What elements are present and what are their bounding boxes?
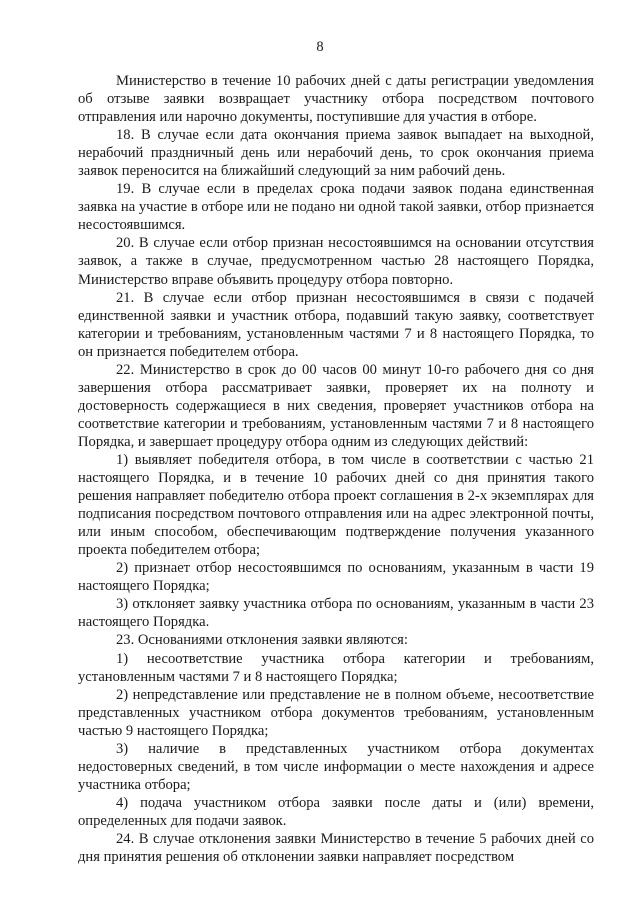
paragraph: 20. В случае если отбор признан несостоявшимся на основании отсутствия заявок, а также в случае, предусмотренном частью 28 настоящего Порядка, Министерство вправе объявить процедуру отбора повторно.	[78, 235, 594, 288]
list-item: 3) наличие в представленных участником отбора документах недостоверных сведений, в том числе информации о месте нахождения и адресе участника отбора;	[78, 740, 594, 793]
paragraph: Министерство в течение 10 рабочих дней с даты регистрации уведомления об отзыве заявки возвращает участнику отбора посредством почтового отправления или нарочно документы, поступившие для участия в отборе.	[78, 73, 594, 126]
paragraph: 22. Министерство в срок до 00 часов 00 минут 10-го рабочего дня со дня завершения отбора рассматривает заявки, проверяет их на полноту и достоверность содержащиеся в них сведения, проверяет участников отбора на соответствие категории и требованиям, установленным частями 7 и 8 настоящего Порядка, и завершает процедуру отбора одним из следующих действий:	[78, 361, 594, 450]
list-item: 1) выявляет победителя отбора, в том числе в соответствии с частью 21 настоящего Порядка, и в течение 10 рабочих дней со дня принятия такого решения направляет победителю отбора проект соглашения в 2-х экземплярах для подписания посредством почтового отправления или на адрес электронной почты, или иным способом, обеспечивающим подтверждение получения указанного проекта победителем отбора;	[78, 451, 594, 559]
paragraph: 23. Основаниями отклонения заявки являются:	[116, 632, 408, 649]
paragraph: 21. В случае если отбор признан несостоявшимся в связи с подачей единственной заявки и участник отбора, подавший такую заявку, соответствует категории и требованиям, установленным частями 7 и 8 настоящего Порядка, то он признается победителем отбора.	[78, 289, 594, 360]
paragraph: 18. В случае если дата окончания приема заявок выпадает на выходной, нерабочий праздничный день или нерабочий день, то срок окончания приема заявок переносится на ближайший следующий за ним рабочий день.	[78, 127, 594, 180]
document-body	[78, 72, 594, 866]
paragraph: 24. В случае отклонения заявки Министерство в течение 5 рабочих дней со дня принятия решения об отклонении заявки направляет посредством	[78, 830, 594, 866]
list-item: 1) несоответствие участника отбора категории и требованиям, установленным частями 7 и 8 настоящего Порядка;	[78, 650, 594, 685]
list-item: 3) отклоняет заявку участника отбора по основаниям, указанным в части 23 настоящего Порядка.	[78, 596, 594, 631]
paragraph: 19. В случае если в пределах срока подачи заявок подана единственная заявка на участие в отборе или не подано ни одной такой заявки, отбор признается несостоявшимся.	[78, 181, 594, 234]
page-number: 8	[316, 39, 324, 55]
list-item: 2) признает отбор несостоявшимся по основаниям, указанным в части 19 настоящего Порядка;	[78, 560, 594, 595]
list-item: 2) непредставление или представление не в полном объеме, несоответствие представленных участником отбора документов требованиям, установленным частью 9 настоящего Порядка;	[78, 686, 594, 739]
list-item: 4) подача участником отбора заявки после даты и (или) времени, определенных для подачи заявок.	[78, 794, 594, 829]
